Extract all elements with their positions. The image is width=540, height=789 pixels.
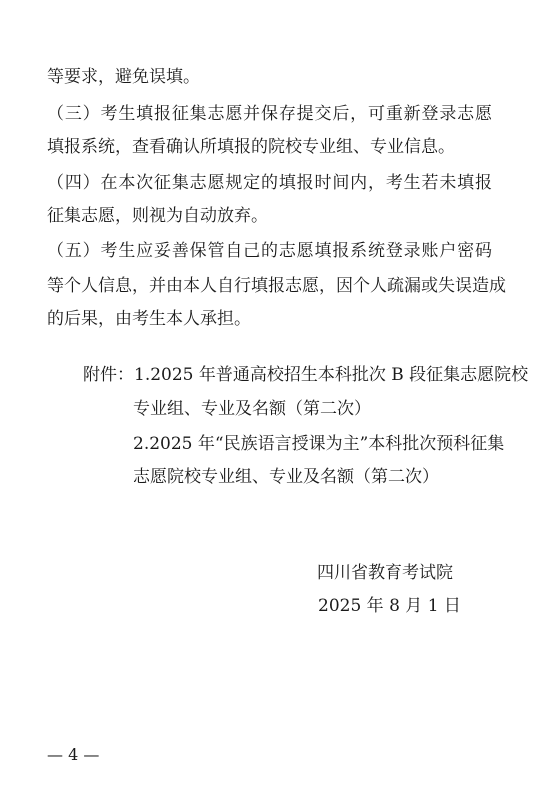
attachment-line: 2.2025 年“民族语言授课为主”本科批次预科征集 xyxy=(133,434,505,454)
paragraph-line: 的后果，由考生本人承担。 xyxy=(47,309,251,329)
attachment-line: 附件：1.2025 年普通高校招生本科批次 B 段征集志愿院校 xyxy=(83,365,529,385)
paragraph-line: 填报系统，查看确认所填报的院校专业组、专业信息。 xyxy=(47,137,455,157)
signature-organization: 四川省教育考试院 xyxy=(317,563,453,583)
signature-date: 2025 年 8 月 1 日 xyxy=(318,596,461,616)
attachment-line: 专业组、专业及名额（第二次） xyxy=(133,399,371,419)
paragraph-line: （三）考生填报征集志愿并保存提交后，可重新登录志愿 xyxy=(47,104,492,124)
paragraph-line: （五）考生应妥善保管自己的志愿填报系统登录账户密码 xyxy=(47,241,492,261)
paragraph-line: 等个人信息，并由本人自行填报志愿，因个人疏漏或失误造成 xyxy=(47,276,506,296)
attachment-line: 志愿院校专业组、专业及名额（第二次） xyxy=(133,467,439,487)
paragraph-line: （四）在本次征集志愿规定的填报时间内，考生若未填报 xyxy=(47,173,492,193)
paragraph-line: 等要求，避免误填。 xyxy=(47,67,200,87)
paragraph-line: 征集志愿，则视为自动放弃。 xyxy=(47,206,268,226)
page-number: — 4 — xyxy=(47,745,100,764)
